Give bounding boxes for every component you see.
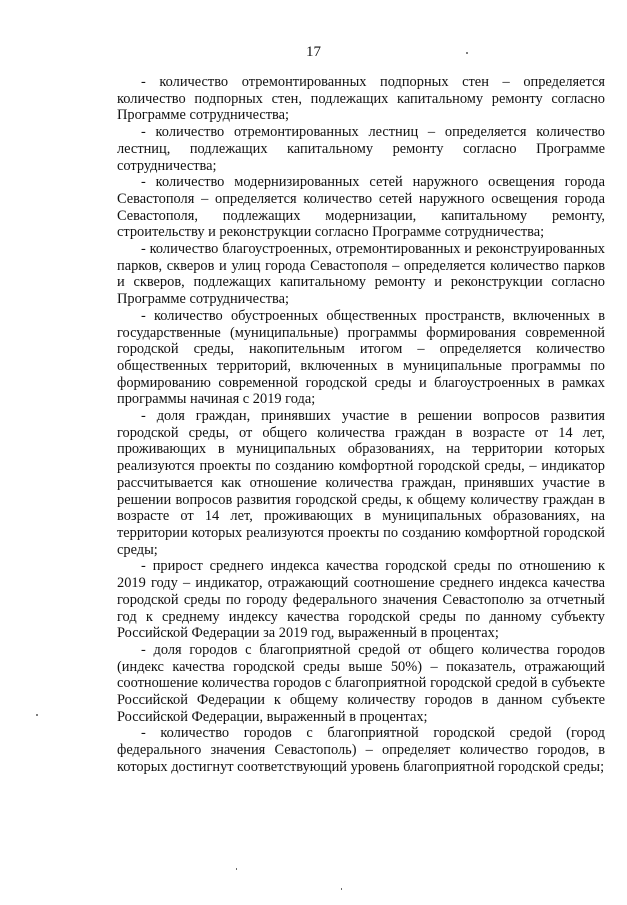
document-body <box>117 74 605 776</box>
scan-speck <box>466 52 468 54</box>
paragraph-retaining-walls: - количество отремонтированных подпорных стен – определяется количество подпорных стен, подлежащих капитальному ремонту согласно Программе сотрудничества; <box>117 74 605 124</box>
paragraph-cities-count: - количество городов с благоприятной городской средой (город федерального значения Севастополь) – определяет количество городов, в которых достигнут соответствующий уровень благоприятной городской среды; <box>117 725 605 775</box>
paragraph-public-spaces: - количество обустроенных общественных пространств, включенных в государственные (муниципальные) программы формирования современной городской среды, накопительным итогом – определяется количество общественных территорий, включенных в муниципальные программы по формированию современной городской среды и благоустроенных в рамках программы начиная с 2019 года; <box>117 307 605 408</box>
scan-speck <box>236 868 237 870</box>
paragraph-quality-index-growth: - прирост среднего индекса качества городской среды по отношению к 2019 году – индикатор, отражающий соотношение среднего индекса качества городской среды по городу федерального значения Севастополю за отчетный год к среднему индексу качества городской среды по данному субъекту Российской Федерации за 2019 год, выраженный в процентах; <box>117 558 605 642</box>
scan-speck <box>36 714 38 716</box>
paragraph-street-lighting: - количество модернизированных сетей наружного освещения города Севастополя – определяется количество сетей наружного освещения города Севастополя, подлежащих модернизации, капитальному ремонту, строительству и реконструкции согласно Программе сотрудничества; <box>117 174 605 241</box>
page-number: 17 <box>306 44 321 60</box>
paragraph-cities-share: - доля городов с благоприятной средой от общего количества городов (индекс качества городской среды выше 50%) – показатель, отражающий соотношение количества городов с благоприятной городской средой в субъекте Российской Федерации к общему количеству городов в данном субъекте Российской Федерации, выраженный в процентах; <box>117 641 605 725</box>
scan-speck <box>341 888 342 890</box>
paragraph-citizen-participation: - доля граждан, принявших участие в решении вопросов развития городской среды, от общего количества граждан в возрасте от 14 лет, проживающих в муниципальных образованиях, на территории которых реализуются проекты по созданию комфортной городской среды, – индикатор рассчитывается как отношение количества граждан, принявших участие в решении вопросов развития городской среды, к общему количеству граждан в возрасте от 14 лет, проживающих в муниципальных образованиях, на территории которых реализуются проекты по созданию комфортной городской среды; <box>117 408 605 558</box>
paragraph-stairs: - количество отремонтированных лестниц – определяется количество лестниц, подлежащих капитальному ремонту согласно Программе сотрудничества; <box>117 124 605 174</box>
paragraph-parks-squares: - количество благоустроенных, отремонтированных и реконструированных парков, скверов и улиц города Севастополя – определяется количество парков и скверов, подлежащих капитальному ремонту и реконструкции согласно Программе сотрудничества; <box>117 241 605 308</box>
